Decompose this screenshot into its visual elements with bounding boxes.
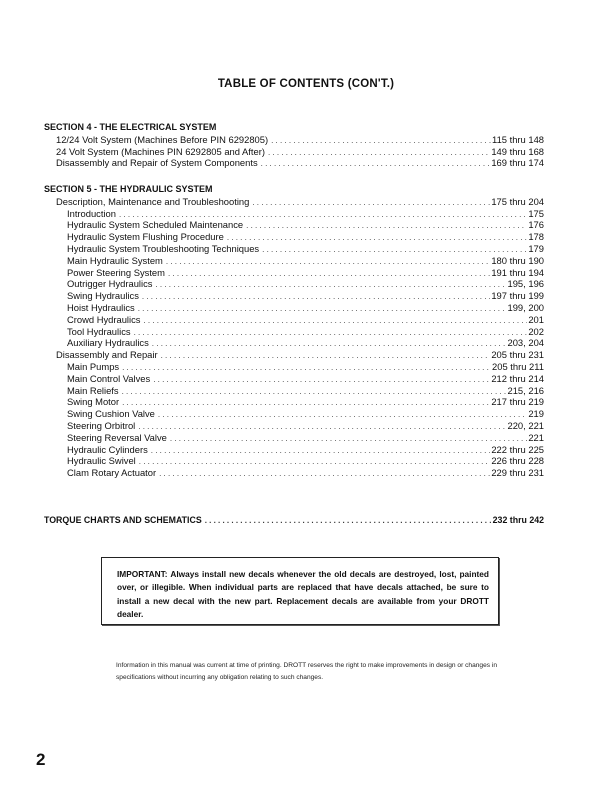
toc-entry-pages: 203, 204 (507, 337, 544, 349)
toc-entry-label: Hoist Hydraulics (67, 301, 135, 313)
toc-entry-label: Tool Hydraulics (67, 325, 131, 337)
toc-entry[interactable] (44, 157, 544, 169)
toc-entry-pages: 220, 221 (507, 419, 544, 431)
toc-entry-label: Description, Maintenance and Troubleshooting (56, 195, 250, 207)
disclaimer-text: Information in this manual was current at time of printing. DROTT reserves the right to make improvements in design or changes in specifications without incurring any obligation relating to such changes. (116, 662, 498, 681)
leader-dots (151, 445, 491, 457)
leader-dots (252, 197, 490, 209)
toc-entry[interactable] (44, 326, 544, 338)
leader-dots (159, 468, 490, 480)
toc-entry[interactable] (44, 243, 544, 255)
leader-dots (227, 232, 528, 244)
toc-entry[interactable] (44, 420, 544, 432)
page-title: TABLE OF CONTENTS (CON'T.) (217, 78, 395, 90)
toc-entry-label: Crowd Hydraulics (67, 313, 141, 325)
toc-entry[interactable] (44, 444, 544, 456)
toc-entry-label: Hydraulic System Troubleshooting Techniques (67, 242, 260, 254)
leader-dots (158, 409, 527, 421)
toc-entry-pages: 149 thru 168 (491, 145, 544, 157)
toc-entry-label: TORQUE CHARTS AND SCHEMATICS (44, 515, 202, 525)
toc-entry[interactable] (44, 349, 544, 361)
toc-entry[interactable] (44, 134, 544, 146)
toc-entry-pages: 169 thru 174 (491, 157, 544, 169)
toc-entry-pages: 229 thru 231 (491, 467, 544, 479)
toc-entry-pages: 202 (528, 325, 544, 337)
toc-entry-label: Introduction (67, 207, 116, 219)
toc-entry-label: 12/24 Volt System (Machines Before PIN 6292805) (56, 133, 269, 145)
toc-entry-label: Steering Reversal Valve (67, 431, 167, 443)
toc-entry-pages: 175 (528, 207, 544, 219)
toc-entry-pages: 205 thru 231 (491, 349, 544, 361)
toc-entry-pages: 175 thru 204 (491, 195, 544, 207)
leader-dots (246, 220, 527, 232)
toc-entry-pages: 217 thru 219 (491, 396, 544, 408)
toc-entry[interactable] (44, 278, 544, 290)
section-heading: SECTION 4 - THE ELECTRICAL SYSTEM (44, 122, 217, 132)
toc-entry-pages: 178 (528, 231, 544, 243)
toc-entry-pages: 191 thru 194 (491, 266, 544, 278)
toc-entry[interactable] (44, 373, 544, 385)
toc-entry[interactable] (44, 290, 544, 302)
toc-entry-pages: 195, 196 (507, 278, 544, 290)
leader-dots (134, 327, 528, 339)
toc-entry-label: Hydraulic Cylinders (67, 443, 148, 455)
toc-entry[interactable] (44, 385, 544, 397)
toc-entry-label: Auxiliary Hydraulics (67, 337, 149, 349)
leader-dots (168, 268, 490, 280)
toc-entry-label: Disassembly and Repair (56, 349, 158, 361)
important-notice-box (101, 557, 499, 625)
toc-entry[interactable] (44, 146, 544, 158)
page-number: 2 (36, 750, 46, 769)
leader-dots (138, 303, 507, 315)
toc-entry-pages: 232 thru 242 (492, 515, 544, 525)
toc-entry-pages: 215, 216 (507, 384, 544, 396)
toc-entry-pages: 205 thru 211 (492, 360, 544, 372)
toc-entry-label: Hydraulic Swivel (67, 455, 136, 467)
toc-entry-label: Main Reliefs (67, 384, 119, 396)
toc-entry-pages: 222 thru 225 (491, 443, 544, 455)
leader-dots (142, 291, 490, 303)
toc-torque-charts (44, 515, 544, 527)
toc-entry-label: Swing Hydraulics (67, 290, 139, 302)
toc-entry-label: Clam Rotary Actuator (67, 467, 157, 479)
toc-entry[interactable] (44, 231, 544, 243)
toc-entry-label: Hydraulic System Scheduled Maintenance (67, 219, 244, 231)
toc-entry[interactable] (44, 302, 544, 314)
leader-dots (161, 350, 491, 362)
toc-entry[interactable] (44, 515, 544, 527)
toc-entry-pages: 219 (528, 408, 544, 420)
leader-dots (153, 374, 490, 386)
toc-entry-label: Disassembly and Repair of System Components (56, 157, 258, 169)
toc-entry-pages: 176 (528, 219, 544, 231)
toc-entry[interactable] (44, 314, 544, 326)
toc-entry[interactable] (44, 255, 544, 267)
leader-dots (262, 244, 527, 256)
leader-dots (122, 386, 507, 398)
toc-entry-pages: 226 thru 228 (491, 455, 544, 467)
section-heading: SECTION 5 - THE HYDRAULIC SYSTEM (44, 184, 213, 194)
leader-dots (261, 158, 491, 170)
toc-entry[interactable] (44, 267, 544, 279)
toc-entry-pages: 221 (528, 431, 544, 443)
toc-entry-pages: 180 thru 190 (491, 254, 544, 266)
leader-dots (271, 135, 491, 147)
toc-entry-label: Power Steering System (67, 266, 165, 278)
leader-dots (152, 338, 507, 350)
leader-dots (122, 397, 490, 409)
toc-entry-label: Hydraulic System Flushing Procedure (67, 231, 224, 243)
toc-entry[interactable] (44, 361, 544, 373)
leader-dots (155, 279, 506, 291)
toc-entry[interactable] (44, 219, 544, 231)
leader-dots (122, 362, 491, 374)
toc-entry[interactable] (44, 455, 544, 467)
toc-entry-label: Swing Motor (67, 396, 120, 408)
toc-entry-label: Main Pumps (67, 360, 120, 372)
toc-entry-label: Main Control Valves (67, 372, 151, 384)
toc-entry-label: 24 Volt System (Machines PIN 6292805 and After) (56, 145, 265, 157)
toc-entry-pages: 115 thru 148 (492, 133, 544, 145)
toc-entry-label: Outrigger Hydraulics (67, 278, 153, 290)
leader-dots (166, 256, 490, 268)
toc-entry[interactable] (44, 208, 544, 220)
toc-entry-label: Swing Cushion Valve (67, 408, 155, 420)
toc-entry[interactable] (44, 196, 544, 208)
toc-section-4 (44, 122, 544, 169)
toc-entry-label: Steering Orbitrol (67, 419, 136, 431)
toc-section-5 (44, 184, 544, 479)
leader-dots (170, 433, 527, 445)
toc-entry-label: Main Hydraulic System (67, 254, 163, 266)
leader-dots (138, 421, 506, 433)
leader-dots (205, 515, 492, 527)
toc-entry[interactable] (44, 467, 544, 479)
toc-entry-pages: 212 thru 214 (491, 372, 544, 384)
toc-entry-pages: 201 (528, 313, 544, 325)
toc-entry[interactable] (44, 396, 544, 408)
toc-entry-pages: 199, 200 (507, 301, 544, 313)
toc-entry[interactable] (44, 432, 544, 444)
leader-dots (268, 147, 490, 159)
toc-entry[interactable] (44, 408, 544, 420)
toc-entry-pages: 179 (528, 242, 544, 254)
leader-dots (143, 315, 527, 327)
toc-entry[interactable] (44, 337, 544, 349)
important-notice-text: IMPORTANT: Always install new decals whenever the old decals are destroyed, lost, painted over, or illegible. When individual parts are replaced that have decals attached, be sure to install a new decal with the new part. Replacement decals are available from your DROTT dealer. (117, 569, 489, 620)
toc-entry-pages: 197 thru 199 (491, 290, 544, 302)
leader-dots (139, 456, 491, 468)
